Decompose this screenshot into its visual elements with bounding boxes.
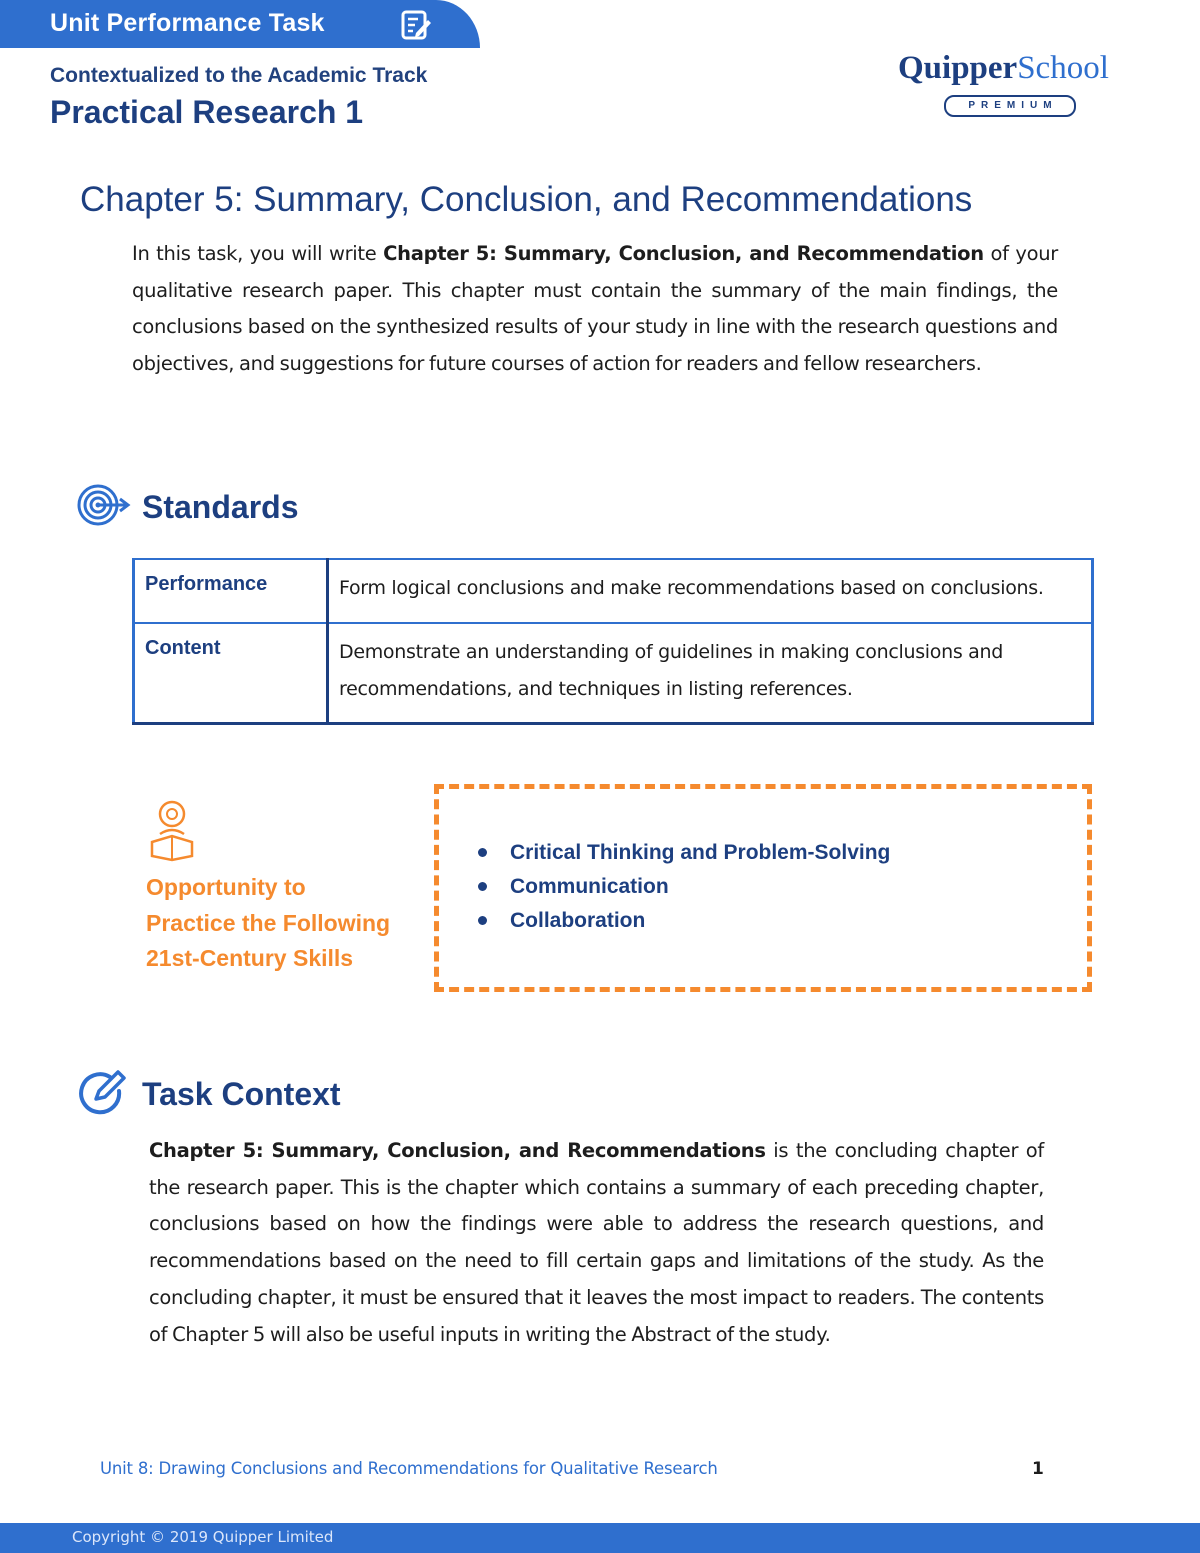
table-row — [134, 623, 1093, 724]
intro-lead: In this task, you will write — [132, 242, 384, 265]
list-item — [476, 870, 890, 904]
bullet-icon — [478, 882, 487, 891]
task-context-paragraph — [149, 1133, 1044, 1353]
standards-table — [132, 558, 1094, 725]
brand-name-part2: School — [1017, 50, 1109, 86]
intro-bold: Chapter 5: Summary, Conclusion, and Recommendation — [383, 242, 984, 265]
page-number: 1 — [1032, 1459, 1044, 1479]
task-context-rest: is the concluding chapter of the research paper. This is the chapter which contains a summary of each preceding chapter, conclusions based on how the findings were able to address the research questions, and recommendations based on the need to fill certain gaps and limitations of the study. As the concluding chapter, it must be ensured that it leaves the most impact to readers. The contents of Chapter 5 will also be useful inputs in writing the Abstract of the study. — [149, 1139, 1045, 1346]
skills-caption — [146, 870, 390, 977]
footer-copyright: Copyright © 2019 Quipper Limited — [72, 1528, 334, 1546]
standards-title: Standards — [142, 489, 299, 525]
bullet-icon — [478, 916, 487, 925]
skills-caption-line: 21st-Century Skills — [146, 945, 354, 971]
footer-bar — [0, 1523, 1200, 1553]
subtitle: Contextualized to the Academic Track — [50, 64, 428, 87]
skill-label: Critical Thinking and Problem-Solving — [510, 841, 891, 864]
intro-rest: of your qualitative research paper. This chapter must contain the summary of the main findings, the conclusions based on the synthesized results of your study in line with the research questions and objectives, and suggestions for future courses of action for readers and fellow researchers. — [132, 242, 1059, 376]
course-title: Practical Research 1 — [50, 94, 364, 130]
brand-name — [898, 50, 1109, 87]
brand-tier-badge: PREMIUM — [944, 95, 1076, 117]
intro-paragraph — [132, 236, 1058, 383]
brand-logo — [898, 50, 1123, 120]
task-context-bold: Chapter 5: Summary, Conclusion, and Recommendations — [149, 1139, 766, 1162]
standards-value-performance: Form logical conclusions and make recommendations based on conclusions. — [328, 559, 1093, 623]
edit-icon — [78, 1069, 128, 1119]
skills-caption-line: Opportunity to — [146, 874, 306, 900]
brand-name-part1: Quipper — [898, 50, 1018, 86]
skills-caption-line: Practice the Following — [146, 909, 391, 936]
skill-label: Collaboration — [510, 909, 646, 932]
bullet-icon — [478, 848, 487, 857]
skill-label: Communication — [510, 875, 669, 898]
list-item — [476, 904, 890, 938]
standards-label-performance: Performance — [134, 559, 328, 623]
task-context-title: Task Context — [142, 1076, 341, 1112]
header-tab-label: Unit Performance Task — [50, 9, 325, 37]
skills-list — [476, 836, 890, 938]
standards-value-content: Demonstrate an understanding of guidelines in making conclusions and recommendations, and techniques in listing references. — [328, 623, 1093, 724]
list-item — [476, 836, 890, 870]
standards-label-content: Content — [134, 623, 328, 724]
table-row — [134, 559, 1093, 623]
checklist-icon — [400, 9, 432, 45]
chapter-heading: Chapter 5: Summary, Conclusion, and Recommendations — [80, 180, 973, 219]
skills-person-icon — [146, 798, 198, 866]
footer-unit: Unit 8: Drawing Conclusions and Recommendations for Qualitative Research — [100, 1459, 718, 1478]
target-icon — [76, 482, 132, 532]
